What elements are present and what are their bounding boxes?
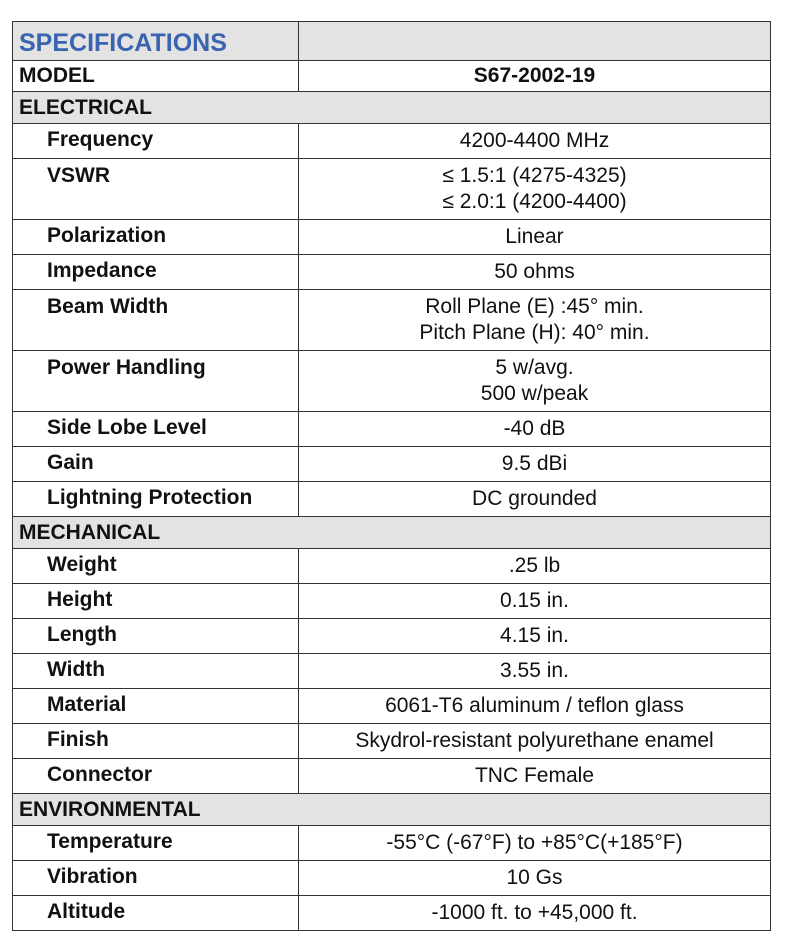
spec-label: Weight <box>13 549 299 584</box>
section-title: ELECTRICAL <box>13 92 771 124</box>
spec-label: Power Handling <box>13 351 299 412</box>
spec-label: Temperature <box>13 826 299 861</box>
section-header-electrical <box>13 92 771 124</box>
spec-value: DC grounded <box>299 482 771 517</box>
spec-value: 3.55 in. <box>299 654 771 689</box>
spec-row-vswr <box>13 159 771 220</box>
spec-label: Frequency <box>13 124 299 159</box>
spec-value: .25 lb <box>299 549 771 584</box>
spec-row-frequency <box>13 124 771 159</box>
specifications-table <box>12 21 771 931</box>
section-title: MECHANICAL <box>13 517 771 549</box>
spec-row-temperature <box>13 826 771 861</box>
spec-row-side-lobe-level <box>13 412 771 447</box>
spec-row-lightning-protection <box>13 482 771 517</box>
spec-row-vibration <box>13 861 771 896</box>
spec-value-line: 500 w/peak <box>480 382 589 405</box>
title-row <box>13 22 771 61</box>
spec-value: 4200-4400 MHz <box>299 124 771 159</box>
specifications-title: SPECIFICATIONS <box>13 22 299 61</box>
spec-label: Width <box>13 654 299 689</box>
spec-label: Length <box>13 619 299 654</box>
spec-label: Lightning Protection <box>13 482 299 517</box>
spec-value-line: Pitch Plane (H): 40° min. <box>419 321 650 344</box>
spec-row-height <box>13 584 771 619</box>
spec-value <box>299 290 771 351</box>
spec-value: 0.15 in. <box>299 584 771 619</box>
spec-value: -40 dB <box>299 412 771 447</box>
title-row-blank-cell <box>299 22 771 61</box>
spec-value-line: Roll Plane (E) :45° min. <box>425 295 644 318</box>
section-title: ENVIRONMENTAL <box>13 794 771 826</box>
spec-value <box>299 159 771 220</box>
spec-label: Gain <box>13 447 299 482</box>
spec-label: Vibration <box>13 861 299 896</box>
spec-row-weight <box>13 549 771 584</box>
spec-row-altitude <box>13 896 771 931</box>
spec-row-material <box>13 689 771 724</box>
spec-value: 9.5 dBi <box>299 447 771 482</box>
spec-label: Connector <box>13 759 299 794</box>
spec-value-line: 5 w/avg. <box>495 356 574 379</box>
spec-value: Skydrol-resistant polyurethane enamel <box>299 724 771 759</box>
spec-value: 4.15 in. <box>299 619 771 654</box>
spec-row-finish <box>13 724 771 759</box>
model-value: S67-2002-19 <box>299 61 771 92</box>
spec-label: Polarization <box>13 220 299 255</box>
spec-row-gain <box>13 447 771 482</box>
spec-value <box>299 351 771 412</box>
section-header-mechanical <box>13 517 771 549</box>
spec-row-beam-width <box>13 290 771 351</box>
spec-label: Beam Width <box>13 290 299 351</box>
section-header-environmental <box>13 794 771 826</box>
model-row <box>13 61 771 92</box>
spec-row-connector <box>13 759 771 794</box>
spec-value: Linear <box>299 220 771 255</box>
spec-label: VSWR <box>13 159 299 220</box>
spec-value: 6061-T6 aluminum / teflon glass <box>299 689 771 724</box>
model-label: MODEL <box>13 61 299 92</box>
spec-label: Material <box>13 689 299 724</box>
spec-value-line: ≤ 1.5:1 (4275-4325) <box>442 164 627 187</box>
spec-label: Altitude <box>13 896 299 931</box>
spec-value: 10 Gs <box>299 861 771 896</box>
spec-label: Height <box>13 584 299 619</box>
spec-value: TNC Female <box>299 759 771 794</box>
spec-value: 50 ohms <box>299 255 771 290</box>
spec-value-line: ≤ 2.0:1 (4200-4400) <box>442 190 627 213</box>
spec-row-length <box>13 619 771 654</box>
spec-label: Finish <box>13 724 299 759</box>
spec-row-polarization <box>13 220 771 255</box>
spec-label: Side Lobe Level <box>13 412 299 447</box>
spec-row-impedance <box>13 255 771 290</box>
spec-value: -1000 ft. to +45,000 ft. <box>299 896 771 931</box>
spec-row-power-handling <box>13 351 771 412</box>
spec-label: Impedance <box>13 255 299 290</box>
spec-row-width <box>13 654 771 689</box>
spec-value: -55°C (-67°F) to +85°C(+185°F) <box>299 826 771 861</box>
